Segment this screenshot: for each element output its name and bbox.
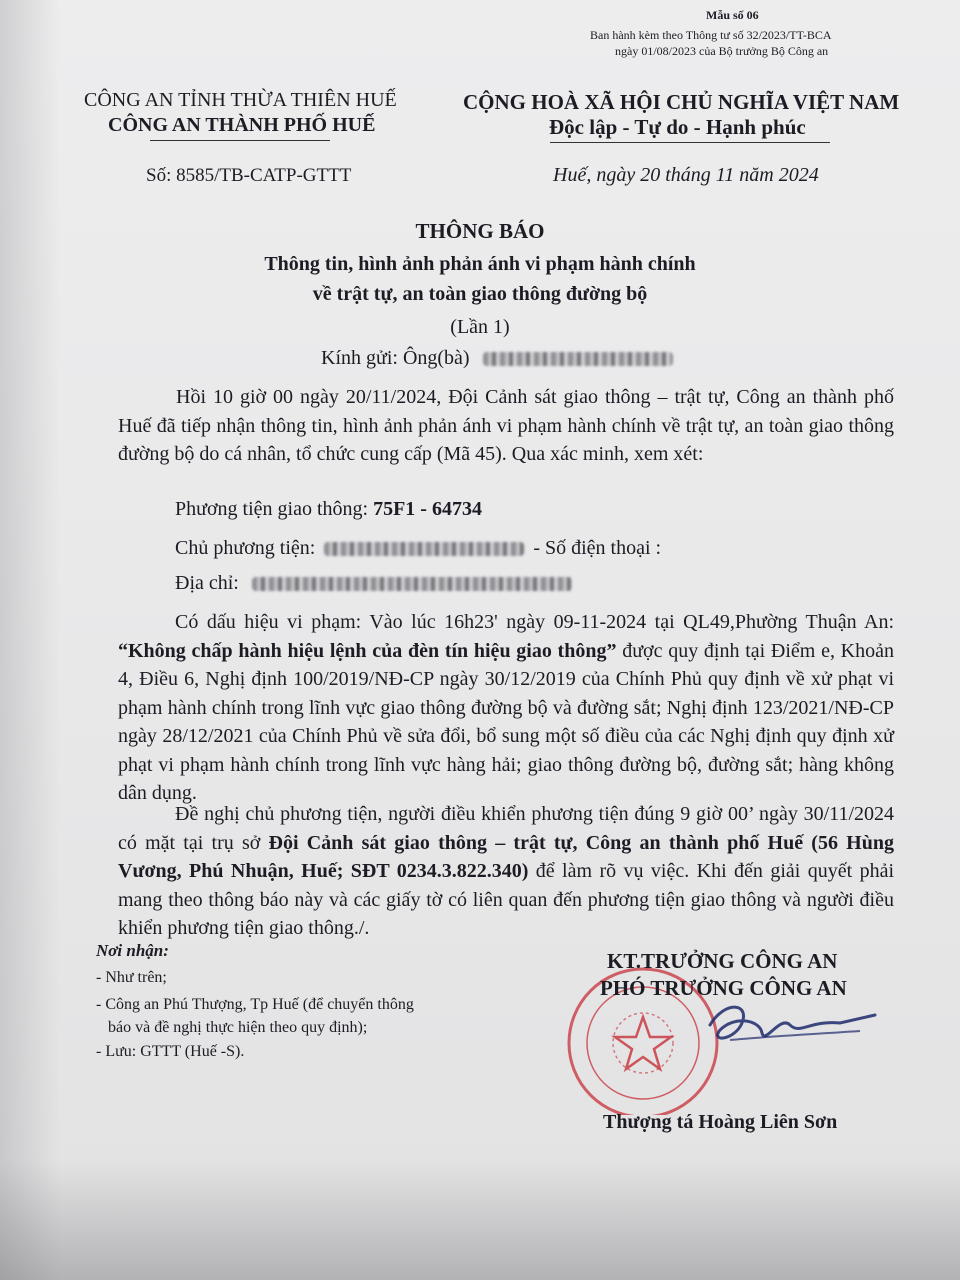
recipient-item: báo và đề nghị thực hiện theo quy định); bbox=[108, 1019, 368, 1036]
signer-name: Thượng tá Hoàng Liên Sơn bbox=[603, 1111, 838, 1133]
request-paragraph bbox=[118, 800, 894, 943]
redacted-owner-name bbox=[324, 542, 524, 556]
signature-title-line2: PHÓ TRƯỞNG CÔNG AN bbox=[600, 976, 847, 1000]
date-line: Huế, ngày 20 tháng 11 năm 2024 bbox=[553, 164, 819, 186]
intro-paragraph: Hồi 10 giờ 00 ngày 20/11/2024, Đội Cảnh sát giao thông – trật tự, Công an thành phố Huế đã tiếp nhận thông tin, hình ảnh phản ánh vi phạm hành chính về trật tự, an toàn giao thông đường bộ do cá nhân, tổ chức cung cấp (Mã 45). Qua xác minh, xem xét: bbox=[118, 386, 894, 465]
vehicle-plate: 75F1 - 64734 bbox=[373, 498, 482, 520]
agency-parent: CÔNG AN TỈNH THỪA THIÊN HUẾ bbox=[84, 89, 397, 111]
violation-intro: Có dấu hiệu vi phạm: Vào lúc 16h23' ngày 09-11-2024 tại QL49,Phường Thuận An: bbox=[175, 611, 894, 633]
document-number: Số: 8585/TB-CATP-GTTT bbox=[146, 165, 352, 186]
agency-name: CÔNG AN THÀNH PHỐ HUẾ bbox=[108, 114, 376, 136]
recipient-line bbox=[321, 347, 673, 370]
request-intro: Đề nghị chủ phương tiện, người điều khiển phương tiện đúng 9 giờ 00’ ngày 30/11/2024 có mặt tại trụ sở bbox=[118, 803, 894, 854]
form-reference-line2: ngày 01/08/2023 của Bộ trưởng Bộ Công an bbox=[615, 44, 829, 58]
request-place: Đội Cảnh sát giao thông – trật tự, Công an thành phố Huế (56 Hùng Vương, Phú Nhuận, Huế; SĐT 0234.3.822.340) bbox=[118, 831, 894, 882]
recipients-title: Nơi nhận: bbox=[96, 941, 169, 960]
form-reference-line1: Ban hành kèm theo Thông tư số 32/2023/TT-BCA bbox=[590, 28, 832, 42]
notice-count: (Lần 1) bbox=[450, 316, 510, 338]
subtitle-line2: về trật tự, an toàn giao thông đường bộ bbox=[312, 283, 648, 305]
request-instructions: để làm rõ vụ việc. Khi đến giải quyết phải mang theo thông báo này và các giấy tờ có liên quan đến phương tiện giao thông và người điều khiển phương tiện giao thông./. bbox=[118, 860, 894, 939]
vehicle-line bbox=[175, 498, 482, 521]
redacted-recipient-name bbox=[483, 352, 673, 366]
subtitle-line1: Thông tin, hình ảnh phản ánh vi phạm hành chính bbox=[264, 253, 696, 275]
motto-underline bbox=[550, 142, 830, 143]
recipient-label: Kính gửi: Ông(bà) bbox=[321, 347, 470, 369]
page-shadow-left bbox=[0, 0, 60, 1280]
address-line bbox=[175, 572, 572, 595]
form-code: Mẫu số 06 bbox=[706, 8, 759, 22]
recipient-item: - Lưu: GTTT (Huế -S). bbox=[96, 1043, 245, 1060]
national-motto: Độc lập - Tự do - Hạnh phúc bbox=[549, 115, 806, 139]
vehicle-label: Phương tiện giao thông: bbox=[175, 498, 369, 520]
violation-legal-basis: được quy định tại Điểm e, Khoản 4, Điều 6, Nghị định 100/2019/NĐ-CP ngày 30/12/2019 của Chính Phủ quy định về xử phạt vi phạm hành chính trong lĩnh vực giao thông đường bộ và đường sắt; Nghị định 123/2021/NĐ-CP ngày 28/12/2021 của Chính Phủ về sửa đổi, bổ sung một số điều của các Nghị định quy định xử phạt vi phạm hành chính trong lĩnh vực hàng hải; giao thông đường bộ, đường sắt; hàng không dân dụng. bbox=[118, 639, 894, 804]
owner-line bbox=[175, 537, 661, 560]
handwritten-signature bbox=[690, 995, 880, 1065]
agency-underline bbox=[150, 140, 330, 141]
redacted-address bbox=[252, 577, 572, 591]
violation-name: “Không chấp hành hiệu lệnh của đèn tín hiệu giao thông” bbox=[118, 639, 617, 662]
seal-star-icon bbox=[615, 1017, 671, 1069]
violation-paragraph bbox=[118, 608, 894, 808]
document-title: THÔNG BÁO bbox=[415, 219, 545, 243]
phone-label: - Số điện thoại : bbox=[533, 537, 662, 559]
recipient-item: - Như trên; bbox=[96, 969, 167, 986]
signature-title-line1: KT.TRƯỞNG CÔNG AN bbox=[607, 949, 838, 973]
address-label: Địa chỉ: bbox=[175, 572, 239, 594]
owner-label: Chủ phương tiện: bbox=[175, 537, 316, 559]
national-title: CỘNG HOÀ XÃ HỘI CHỦ NGHĨA VIỆT NAM bbox=[463, 90, 900, 114]
page-shadow-bottom bbox=[0, 1160, 960, 1280]
recipient-item: - Công an Phú Thượng, Tp Huế (để chuyển thông bbox=[96, 996, 414, 1013]
